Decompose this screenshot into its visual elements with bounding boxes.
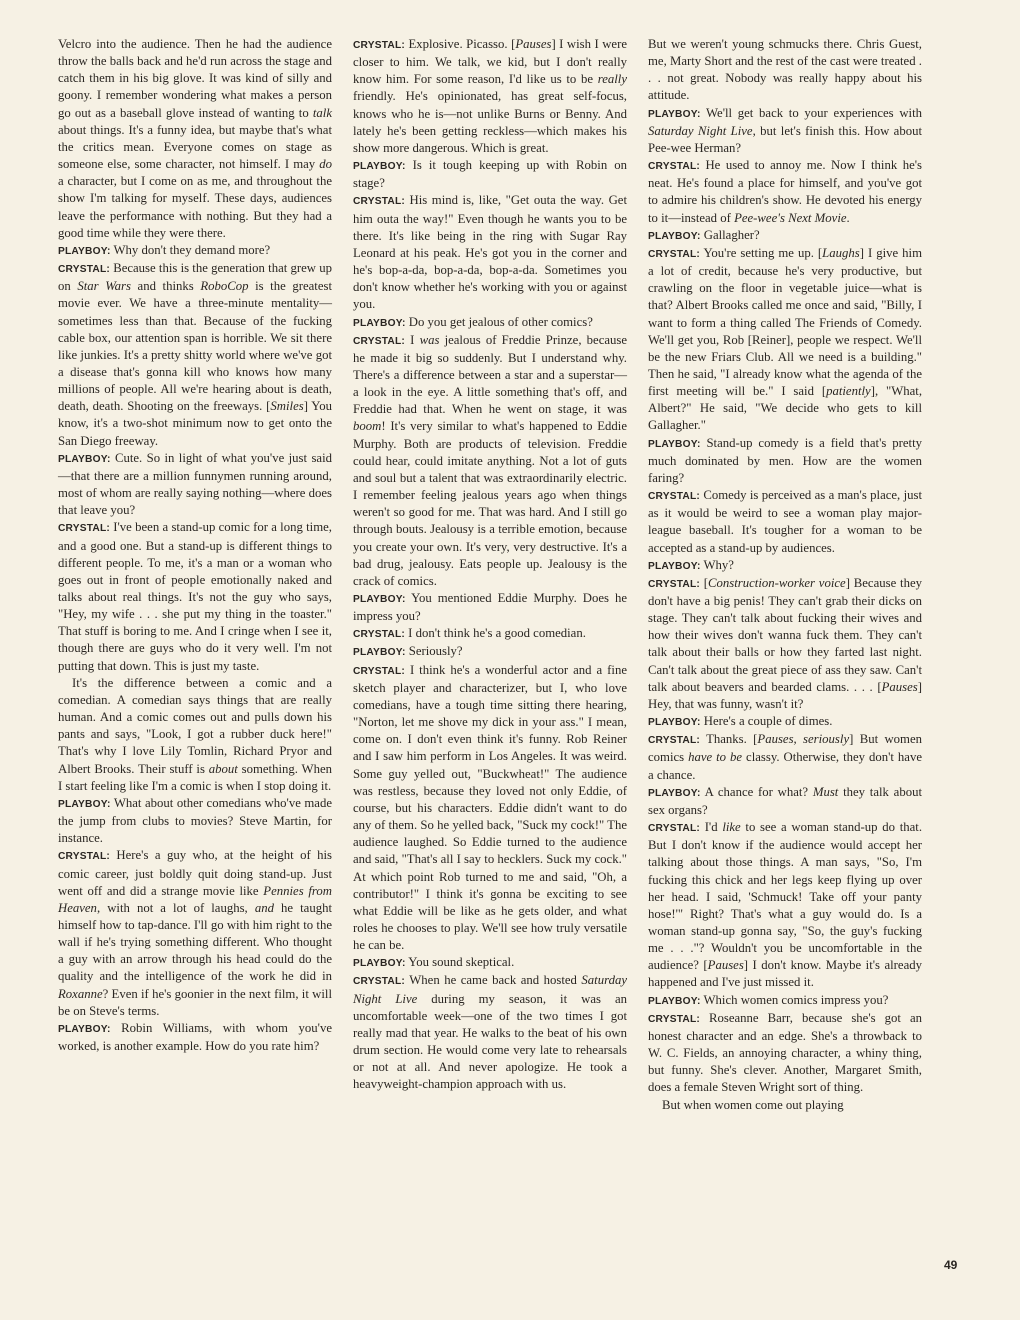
dialogue-paragraph xyxy=(58,242,332,260)
body-paragraph xyxy=(648,36,922,105)
speaker-label: CRYSTAL: xyxy=(58,523,110,535)
dialogue-paragraph xyxy=(648,105,922,157)
text-run: Because this is the generation that grew up on xyxy=(58,261,332,294)
text-run: friendly. He's opinionated, has great self-focus, knows who he is—not unlike Burns or Benny. And lately he's been getting reckless—which makes his show more dangerous. Which is great. xyxy=(353,89,627,155)
dialogue-paragraph xyxy=(648,245,922,435)
text-run: Which women comics impress you? xyxy=(703,992,889,1007)
italic-run: RoboCop xyxy=(200,279,249,294)
dialogue-paragraph xyxy=(353,314,627,332)
dialogue-paragraph xyxy=(648,819,922,992)
text-run: he taught himself how to tap-dance. I'll go with him right to the wall if he's trying something different. Who thought a guy with an arrow through his head could do the quality and the intelligence of the work he did in xyxy=(58,900,332,984)
text-run: ] I don't know. Maybe it's already happened and I've just missed it. xyxy=(648,958,922,990)
italic-run: like xyxy=(722,820,741,835)
dialogue-paragraph xyxy=(353,157,627,192)
text-run: Roseanne Barr, because she's got an honest character and an edge. She's a throwback to W. C. Fields, an annoying character, a whiny thing, but funny. She's clever. Another, Margaret Smith, does a female Steven Wright sort of thing. xyxy=(648,1010,922,1095)
text-run: I don't think he's a good comedian. xyxy=(408,626,586,641)
speaker-label: CRYSTAL: xyxy=(648,248,700,260)
speaker-label: CRYSTAL: xyxy=(353,665,405,677)
text-run: ! It's very similar to what's happened to Eddie Murphy. Both are products of television. Freddie could hear, could imitate anything. Not a lot of guts and soul but a talent that was extraordinarily electric. I remember feeling jealous years ago when things weren't so good for me. That was hard. And I still go through bouts. Jealousy is a terrible emotion, because you create your own. It's very, very destructive. It's a bad drug, jealousy. Eats people up. Jealousy is the crack of comics. xyxy=(353,419,627,588)
italic-run: and xyxy=(254,900,274,915)
italic-run: patiently xyxy=(826,384,871,399)
text-run: Stand-up comedy is a field that's pretty much dominated by men. How are the women faring? xyxy=(648,435,923,485)
text-run: ] I give him a lot of credit, because he's very productive, but crawling on the floor in vegetable juice—what is that? Albert Brooks called me once and said, "Billy, I want to form a thing called The Friends of Comedy. We'll get you, Rob [Reiner], people we respect. We'll be the new Friars Club. All we need is a building." Then he said, "I already know what the agenda of the first meeting will be." I said [ xyxy=(648,245,922,399)
speaker-label: PLAYBOY: xyxy=(648,230,701,242)
text-run: Seriously? xyxy=(408,644,463,659)
dialogue-paragraph xyxy=(648,487,922,557)
dialogue-paragraph xyxy=(353,643,627,661)
dialogue-paragraph xyxy=(648,557,922,575)
italic-run: Laughs xyxy=(822,245,860,260)
text-run: jealous of Freddie Prinze, because he made it big so suddenly. But I understand why. There's a difference between a star and a superstar—a look in the eye. A little something that's off, and Freddie had that. When he went on stage, it was xyxy=(353,332,628,417)
text-run: You sound skeptical. xyxy=(408,955,515,970)
speaker-label: CRYSTAL: xyxy=(353,40,405,51)
body-paragraph xyxy=(648,1097,922,1114)
text-run: You mentioned Eddie Murphy. Does he impress you? xyxy=(353,591,627,624)
italic-run: Roxanne xyxy=(58,986,103,1001)
text-run: I xyxy=(410,332,420,347)
dialogue-paragraph xyxy=(353,192,627,313)
body-paragraph xyxy=(58,36,332,242)
text-run: But when women come out playing xyxy=(662,1097,844,1112)
text-run: ] Because they don't have a big penis! They can't grab their dicks on stage. They can't talk about fucking their wives and how their wives don't wanna fuck them. They can't talk about their balls or how they farted last night. Can't talk about the great piece of ass they saw. Can't talk about beavers and bearded clams. . . . [ xyxy=(648,575,922,694)
italic-run: really xyxy=(597,72,627,87)
text-run: A chance for what? xyxy=(704,784,813,799)
italic-run: Saturday Night Live xyxy=(648,123,753,138)
text-run: ] But women comics xyxy=(648,732,922,765)
italic-run: Pauses xyxy=(707,958,744,973)
speaker-label: PLAYBOY: xyxy=(353,317,406,329)
speaker-label: CRYSTAL: xyxy=(648,1013,700,1025)
text-run: to see a woman stand-up do that. But I don't know if the audience would accept her talking about those things. A man says, "So, I'm fucking this chick and her legs keep flying up over her head. I said, 'Schmuck! Take off your panty hose!'" Right? That's what a guy would do. Is a woman stand-up gonna say, "So, the guy's fucking me . . ."? Wouldn't you be uncomfortable in the audience? [ xyxy=(648,820,923,973)
text-run: Is it tough keeping up with Robin on stage? xyxy=(353,158,627,191)
italic-run: Star Wars xyxy=(77,279,131,294)
italic-run: boom xyxy=(353,419,382,434)
speaker-label: CRYSTAL: xyxy=(58,851,110,863)
dialogue-paragraph xyxy=(648,1010,922,1097)
page-number: 49 xyxy=(944,1258,958,1272)
text-run: You're setting me up. [ xyxy=(703,245,823,260)
dialogue-paragraph xyxy=(58,450,332,520)
dialogue-paragraph xyxy=(58,1020,332,1055)
dialogue-paragraph xyxy=(353,332,627,590)
speaker-label: PLAYBOY: xyxy=(58,1023,111,1035)
italic-run: about xyxy=(208,761,238,776)
dialogue-paragraph xyxy=(353,954,627,972)
text-run: something. When I start feeling like I'm a comic is when I stop doing it. xyxy=(58,761,332,793)
text-run: about things. It's a funny idea, but maybe that's what the critics mean. Everyone comes on stage as someone else, some character, not himself. I may xyxy=(58,122,332,172)
speaker-label: PLAYBOY: xyxy=(58,245,111,257)
italic-run: Pauses xyxy=(881,679,918,694)
text-run: , but let's finish this. How about Pee-wee Herman? xyxy=(648,123,922,155)
dialogue-paragraph xyxy=(648,713,922,731)
italic-run: Pauses xyxy=(515,37,552,51)
text-run: they talk about sex organs? xyxy=(648,784,923,817)
text-run: Why? xyxy=(703,557,734,572)
text-run: We'll get back to your experiences with xyxy=(706,105,922,120)
speaker-label: CRYSTAL: xyxy=(353,196,405,208)
text-run: ] I wish I were closer to him. We talk, we kid, but I don't really know him. For some reason, I'd like us to be xyxy=(353,37,627,87)
text-run: Velcro into the audience. Then he had the audience throw the balls back and he'd run across the stage and catch them in his big glove. It was kind of silly and goony. I remember wondering what makes a person go out as a baseball glove instead of wanting to xyxy=(58,37,332,120)
dialogue-paragraph xyxy=(648,227,922,245)
speaker-label: PLAYBOY: xyxy=(353,161,406,173)
text-run: Why don't they demand more? xyxy=(113,242,271,257)
text-run: Explosive. Picasso. [ xyxy=(408,37,516,51)
text-run: Do you get jealous of other comics? xyxy=(408,314,593,329)
italic-run: was xyxy=(419,332,440,347)
text-run: What about other comedians who've made the jump from clubs to movies? Steve Martin, for instance. xyxy=(58,795,332,846)
speaker-label: PLAYBOY: xyxy=(648,560,701,572)
text-run: I'd xyxy=(704,820,723,835)
speaker-label: PLAYBOY: xyxy=(58,453,111,465)
text-run: . xyxy=(846,210,850,225)
text-run: Here's a guy who, at the height of his comic career, just boldly quit doing stand-up. Just went off and did a strange movie like xyxy=(58,848,332,898)
speaker-label: PLAYBOY: xyxy=(353,958,406,970)
speaker-label: CRYSTAL: xyxy=(353,335,405,347)
text-run: He used to annoy me. Now I think he's neat. He's found a place for himself, and you've got to admire his children's show. He devoted his energy to it—instead of xyxy=(648,158,923,225)
body-paragraph xyxy=(58,675,332,795)
text-run: Here's a couple of dimes. xyxy=(703,714,833,729)
dialogue-paragraph xyxy=(58,795,332,847)
dialogue-paragraph xyxy=(648,575,922,713)
italic-run: Pee-wee's Next Movie xyxy=(734,210,847,225)
speaker-label: PLAYBOY: xyxy=(648,787,701,799)
speaker-label: CRYSTAL: xyxy=(648,491,700,503)
speaker-label: PLAYBOY: xyxy=(648,438,701,450)
text-run: I think he's a wonderful actor and a fine sketch player and characterizer, but I, who love comedians, have a tough time sitting there hearing, "Norton, let me shove my dick in your ass." I mean, come on. I don't even think it's funny. Rob Reiner and I saw him perform in Los Angeles. It was weird. Some guy yelled out, "Buckwheat!" The audience was restless, because they loved not only Eddie, of course, but his characters. Eddie didn't want to do any of them. So he yelled back, "Suck my cock!" The audience laughed. So Eddie turned to the audience and said, "That's all I say to hecklers. Suck my cock." At which point Rob turned to me and said, "Oh, a contributor!" I think it's gonna be exciting to see what Eddie will be like as he gets older, and what roles he chooses to play. We'll see how truly versatile he can be. xyxy=(353,662,627,953)
italic-run: Pauses, seriously xyxy=(757,732,850,747)
dialogue-paragraph xyxy=(353,625,627,643)
text-run: ] You know, it's a two-shot minimum now to get onto the San Diego freeway. xyxy=(58,399,332,448)
dialogue-paragraph xyxy=(58,519,332,674)
dialogue-paragraph xyxy=(648,435,922,487)
dialogue-paragraph xyxy=(648,784,922,819)
text-run: ? Even if he's goonier in the next film, it will be on Steve's terms. xyxy=(58,986,332,1018)
dialogue-paragraph xyxy=(648,157,922,227)
speaker-label: PLAYBOY: xyxy=(648,108,701,120)
text-run: classy. Otherwise, they don't have a chance. xyxy=(648,750,922,782)
italic-run: Smiles xyxy=(270,399,304,414)
speaker-label: PLAYBOY: xyxy=(353,594,406,605)
text-run: Gallagher? xyxy=(703,227,760,242)
text-run: His mind is, like, "Get outa the way. Get him outa the way!" Even though he wants you to be there. It's like being in the ring with Sugar Ray Leonard at his peak. He's got you in the corner and he's bop-a-da, bop-a-da, bop-a-da. Sometimes you don't know whether he's working with you or against you. xyxy=(353,193,628,312)
italic-run: do xyxy=(319,157,332,172)
text-run: Thanks. [ xyxy=(706,732,758,747)
dialogue-paragraph xyxy=(353,590,627,625)
dialogue-paragraph xyxy=(353,36,627,157)
text-run: a character, but I come on as me, and throughout the show I'm talking for myself. These days, audiences leave the performance with nothing. But they had a good time while they were there. xyxy=(58,174,332,240)
dialogue-paragraph xyxy=(648,992,922,1010)
text-run: I've been a stand-up comic for a long time, and a good one. But a stand-up is different things to different people. To me, it's a man or a woman who goes out in front of people emotionally naked and talks about real things. It's not the guy who says, "Hey, my wife . . . she put my thing in the toaster." That stuff is boring to me. And I cringe when I see it, though there are guys who do it very well. I'm not putting that down. This is just my taste. xyxy=(58,520,332,673)
text-run: during my season, it was an uncomfortable week—one of the two times I got really mad that year. He walks to the beat of his own drum section. He would come very late to rehearsals or not at all. And never apologize. He took a heavyweight-champion approach with us. xyxy=(353,991,627,1092)
italic-run: talk xyxy=(312,105,332,120)
text-run: ], "What, Albert?" He said, "We decide who gets to kill Gallagher." xyxy=(648,384,923,433)
text-column-1 xyxy=(58,36,332,1055)
speaker-label: CRYSTAL: xyxy=(353,629,405,641)
speaker-label: CRYSTAL: xyxy=(648,161,700,173)
dialogue-paragraph xyxy=(648,731,922,783)
italic-run: Construction-worker voice xyxy=(708,575,846,590)
text-run: [ xyxy=(703,575,709,590)
speaker-label: PLAYBOY: xyxy=(648,995,701,1007)
text-run: It's the difference between a comic and a comedian. A comedian says things that are really human. And a comic comes out and pulls down his pants and says, "Look, I got a rubber duck here!" That's why I love Lily Tomlin, Richard Pryor and Albert Brooks. Their stuff is xyxy=(58,675,332,776)
text-column-3 xyxy=(648,36,922,1114)
text-column-2 xyxy=(353,36,627,1094)
text-run: When he came back and hosted xyxy=(409,973,582,988)
italic-run: have to be xyxy=(688,750,743,765)
text-run: But we weren't young schmucks there. Chris Guest, me, Marty Short and the rest of the cast were treated . . . not great. Nobody was really happy about his attitude. xyxy=(648,37,922,103)
text-run: Cute. So in light of what you've just said—that there are a million funnymen running around, most of whom are really saying nothing—where does that leave you? xyxy=(58,450,332,518)
speaker-label: CRYSTAL: xyxy=(58,264,110,276)
text-run: Comedy is perceived as a man's place, just as it would be weird to see a woman play major-league baseball. It's tougher for a woman to be accepted as a stand-up by audiences. xyxy=(648,488,923,555)
text-run: , with not a lot of laughs, xyxy=(96,900,255,915)
speaker-label: CRYSTAL: xyxy=(648,735,700,747)
italic-run: Must xyxy=(812,784,839,799)
dialogue-paragraph xyxy=(58,260,332,450)
text-run: ] Hey, that was funny, wasn't it? xyxy=(648,679,922,711)
text-run: and thinks xyxy=(130,279,201,294)
speaker-label: PLAYBOY: xyxy=(648,717,701,729)
italic-run: Pennies from Heaven xyxy=(58,883,332,915)
speaker-label: PLAYBOY: xyxy=(353,647,406,659)
text-run: Robin Williams, with whom you've worked, is another example. How do you rate him? xyxy=(58,1020,333,1054)
dialogue-paragraph xyxy=(353,972,627,1093)
text-run: is the greatest movie ever. We have a three-minute mentality—sometimes less than that. Because of the fucking cable box, our attention span is horrible. We sit there like junkies. It's a pretty shitty world where we've got a disease that's gonna kill who knows how many millions of people. All we're hearing about is death, death, death. Shooting on the freeways. [ xyxy=(58,279,332,414)
dialogue-paragraph xyxy=(353,662,627,955)
italic-run: Saturday Night Live xyxy=(353,973,627,1006)
speaker-label: CRYSTAL: xyxy=(648,578,700,590)
dialogue-paragraph xyxy=(58,847,332,1020)
speaker-label: CRYSTAL: xyxy=(648,823,700,835)
speaker-label: CRYSTAL: xyxy=(353,976,405,988)
speaker-label: PLAYBOY: xyxy=(58,798,111,810)
